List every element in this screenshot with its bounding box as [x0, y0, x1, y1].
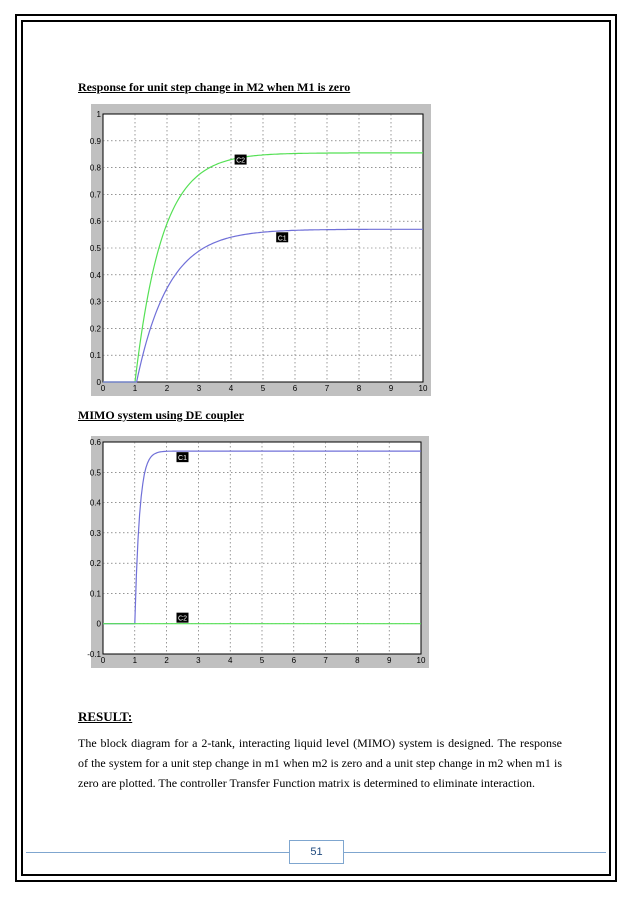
x-tick-label: 5: [259, 656, 265, 665]
x-tick-label: 8: [356, 384, 362, 393]
page-footer-rule-right: [344, 852, 606, 853]
page-number: 51: [289, 840, 344, 864]
x-tick-label: 3: [196, 384, 202, 393]
x-tick-label: 7: [323, 656, 328, 665]
y-tick-label: 0.8: [89, 163, 101, 173]
de-coupler-response-chart: [87, 436, 429, 668]
x-tick-label: 7: [324, 384, 330, 393]
x-tick-label: 4: [228, 384, 234, 393]
y-tick-label: 0.4: [89, 498, 101, 508]
x-tick-label: 2: [164, 656, 169, 665]
x-tick-label: 5: [260, 384, 266, 393]
series-label-c2: C2: [236, 157, 246, 165]
x-tick-label: 6: [291, 656, 297, 665]
x-tick-label: 1: [132, 656, 138, 665]
y-tick-label: 0: [96, 378, 101, 387]
x-tick-label: 10: [418, 384, 428, 393]
plot1-heading: Response for unit step change in M2 when M1 is zero: [78, 80, 351, 94]
x-tick-label: 10: [416, 656, 426, 665]
y-tick-label: 0.3: [89, 528, 101, 538]
y-tick-label: 0.6: [89, 217, 101, 227]
x-tick-label: 8: [355, 656, 360, 665]
y-tick-label: 0.7: [89, 190, 101, 200]
x-tick-label: 3: [196, 656, 201, 665]
y-tick-label: 0.3: [89, 297, 101, 307]
y-tick-label: 0.2: [89, 559, 101, 569]
y-tick-label: 0.1: [89, 351, 101, 361]
x-tick-label: 4: [227, 656, 233, 665]
y-tick-label: -0.1: [87, 650, 101, 659]
x-tick-label: 9: [386, 656, 392, 665]
result-paragraph: The block diagram for a 2-tank, interacting liquid level (MIMO) system is designed. The response of the system for a unit step change in m1 when m2 is zero and a unit step change in m2 when m1 is zero are plotted. The controller Transfer Function matrix is determined to eliminate interaction.: [78, 736, 562, 790]
y-tick-label: 0.1: [89, 589, 101, 599]
y-tick-label: 0: [96, 619, 101, 629]
x-tick-label: 9: [388, 384, 394, 393]
y-tick-label: 0.5: [89, 244, 101, 253]
series-label-c1: C1: [178, 455, 187, 463]
step-response-chart-m2: [91, 104, 431, 396]
x-tick-label: 6: [292, 384, 298, 393]
y-tick-label: 0.4: [89, 270, 101, 280]
y-tick-label: 0.6: [89, 438, 101, 447]
y-tick-label: 0.5: [89, 468, 101, 478]
y-tick-label: 0.2: [89, 324, 101, 334]
series-label-c1: C1: [277, 235, 287, 243]
x-tick-label: 1: [132, 384, 138, 393]
series-label-c2: C2: [178, 615, 187, 623]
page-footer-rule-left: [26, 852, 289, 853]
x-tick-label: 2: [164, 384, 170, 393]
result-heading: RESULT:: [78, 709, 133, 724]
x-tick-label: 0: [100, 656, 106, 665]
plot2-heading: MIMO system using DE coupler: [78, 408, 244, 422]
x-tick-label: 0: [100, 384, 106, 393]
y-tick-label: 1: [96, 110, 101, 119]
y-tick-label: 0.9: [89, 136, 101, 146]
